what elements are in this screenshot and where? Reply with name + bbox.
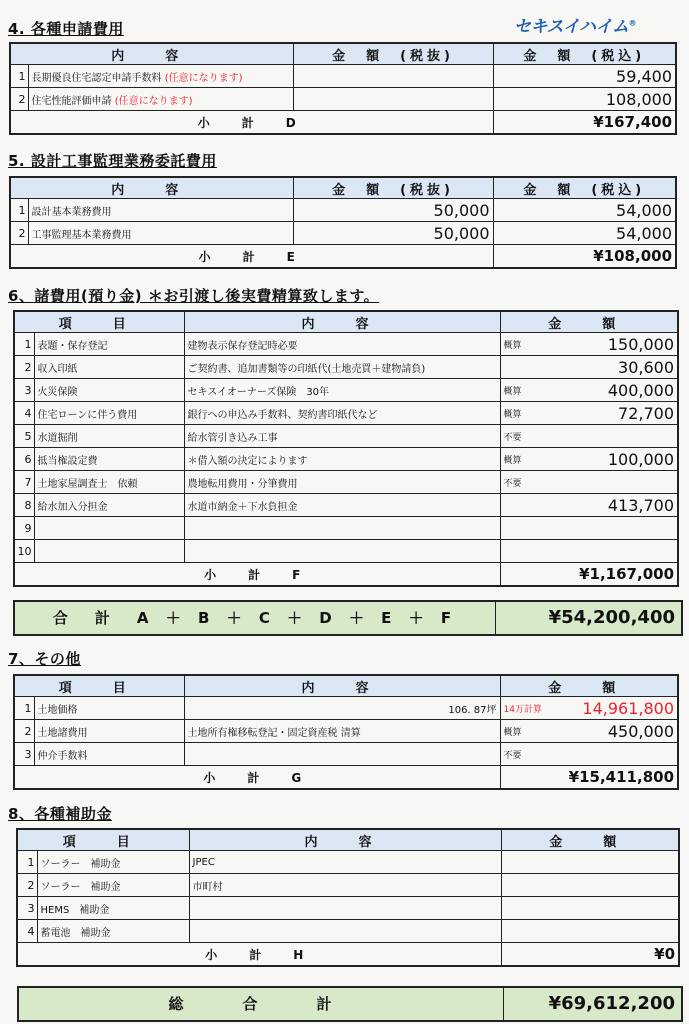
row-amount (500, 743, 678, 766)
grand-total (17, 986, 683, 1022)
row-content: セキスイオーナーズ保険 30年 (184, 379, 500, 402)
amount-wrap (504, 748, 675, 761)
table-row (17, 874, 679, 897)
table-header-row (14, 675, 678, 697)
table-row (14, 448, 678, 471)
subtotal-label: 小 計 D (10, 111, 493, 135)
row-amount (500, 379, 678, 402)
optional-note: (任意になります) (164, 72, 243, 84)
row-number: 1 (10, 199, 28, 222)
amount-value: 100,000 (607, 449, 675, 469)
header-item: 項 目 (14, 311, 184, 333)
table-row (14, 356, 678, 379)
row-amount-ex: 50,000 (293, 199, 493, 222)
header-amount-inc: 金 額 (税込) (493, 43, 676, 65)
row-number: 2 (10, 222, 28, 245)
total-a-to-f-value: ¥54,200,400 (548, 607, 675, 628)
table-header-row (10, 177, 676, 199)
brand-logo: セキスイハイム® (514, 17, 636, 37)
amount-wrap (504, 699, 675, 718)
amount-value: 72,700 (618, 403, 675, 423)
row-item: HEMS 補助金 (37, 897, 189, 920)
row-content: ご契約書、追加書類等の印紙代(土地売買＋建物請負) (184, 356, 500, 379)
row-name (28, 65, 293, 88)
header-amount: 金 額 (501, 829, 679, 851)
header-amount: 金 額 (500, 675, 678, 697)
table-row (14, 517, 678, 540)
table-row (14, 471, 678, 494)
total-a-to-f (13, 600, 683, 636)
row-number: 2 (14, 356, 34, 379)
row-amount (501, 851, 679, 874)
amount-wrap (504, 496, 675, 515)
section-5-table (9, 176, 677, 269)
amount-wrap (504, 450, 675, 469)
subtotal-value: ¥108,000 (493, 245, 676, 269)
header-content: 内 容 (189, 829, 501, 851)
amount-value: 30,600 (618, 357, 675, 377)
row-number: 2 (14, 720, 34, 743)
amount-value: 400,000 (607, 380, 675, 400)
row-number: 5 (14, 425, 34, 448)
table-header-row (14, 311, 678, 333)
table-row (10, 88, 676, 111)
row-item: 給水加入分担金 (34, 494, 184, 517)
row-number: 1 (14, 333, 34, 356)
row-content: 農地転用費用・分筆費用 (184, 471, 500, 494)
header-content: 内 容 (10, 43, 293, 65)
estimate-tag: 概算 (503, 727, 522, 738)
row-content (184, 517, 500, 540)
row-name-text: 住宅性能評価申請 (31, 95, 112, 107)
row-content: 106. 87坪 (184, 697, 500, 720)
row-content (184, 540, 500, 563)
table-row (17, 851, 679, 874)
row-number: 7 (14, 471, 34, 494)
amount-value: 413,700 (607, 495, 675, 515)
row-content: ＊借入額の決定によります (184, 448, 500, 471)
row-item (34, 517, 184, 540)
table-row (14, 540, 678, 563)
table-row (17, 920, 679, 943)
subtotal-row (17, 943, 679, 967)
row-number: 8 (14, 494, 34, 517)
subtotal-row (10, 111, 676, 135)
amount-wrap (504, 358, 675, 377)
optional-note: (任意になります) (114, 95, 193, 107)
section-6-title: 6、諸費用(預り金) ＊お引渡し後実費精算致します。 (8, 287, 380, 305)
header-content: 内 容 (184, 311, 500, 333)
row-amount (501, 897, 679, 920)
estimate-tag: 概算 (503, 340, 522, 351)
row-number: 2 (10, 88, 28, 111)
table-row (10, 199, 676, 222)
row-amount-inc: 54,000 (493, 222, 676, 245)
row-item: ソーラー 補助金 (37, 874, 189, 897)
row-name-text: 長期優良住宅認定申請手数料 (31, 72, 162, 84)
estimate-tag: 不要 (503, 750, 522, 761)
row-number: 3 (14, 379, 34, 402)
amount-wrap (504, 381, 675, 400)
subtotal-label: 小 計 G (14, 766, 500, 790)
subtotal-value: ¥167,400 (493, 111, 676, 135)
row-name (28, 88, 293, 111)
subtotal-value: ¥0 (501, 943, 679, 967)
row-number: 9 (14, 517, 34, 540)
amount-value: 14,961,800 (582, 698, 675, 718)
row-number: 3 (17, 897, 37, 920)
table-row (14, 743, 678, 766)
row-number: 4 (17, 920, 37, 943)
row-content: 水道市納金＋下水負担金 (184, 494, 500, 517)
row-content: 銀行への申込み手数料、契約書印紙代など (184, 402, 500, 425)
table-row (14, 494, 678, 517)
table-row (14, 697, 678, 720)
section-4-title: 4. 各種申請費用 (8, 20, 124, 38)
row-amount-ex: 50,000 (293, 222, 493, 245)
row-amount (500, 356, 678, 379)
row-item: 仲介手数料 (34, 743, 184, 766)
row-content (184, 743, 500, 766)
row-amount (500, 448, 678, 471)
header-amount-inc: 金 額 (税込) (493, 177, 676, 199)
row-amount (500, 402, 678, 425)
row-name: 工事監理基本業務費用 (28, 222, 293, 245)
table-row (10, 65, 676, 88)
table-header-row (17, 829, 679, 851)
row-amount (500, 517, 678, 540)
row-amount-ex (293, 65, 493, 88)
row-name: 設計基本業務費用 (28, 199, 293, 222)
row-item: 土地価格 (34, 697, 184, 720)
row-content: JPEC (189, 851, 501, 874)
header-content: 内 容 (184, 675, 500, 697)
row-number: 6 (14, 448, 34, 471)
row-amount (500, 425, 678, 448)
table-row (14, 425, 678, 448)
brand-logo-text: セキスイハイム (514, 17, 629, 37)
amount-wrap (504, 476, 675, 489)
section-7-title: 7、その他 (8, 650, 81, 668)
row-amount (500, 494, 678, 517)
table-row (17, 897, 679, 920)
header-item: 項 目 (17, 829, 189, 851)
subtotal-label: 小 計 H (17, 943, 501, 967)
subtotal-row (14, 766, 678, 790)
row-number: 10 (14, 540, 34, 563)
grand-total-label: 総 合 計 (19, 988, 504, 1020)
table-row (14, 379, 678, 402)
estimate-tag: 概算 (503, 386, 522, 397)
header-content: 内 容 (10, 177, 293, 199)
row-number: 3 (14, 743, 34, 766)
row-amount (501, 920, 679, 943)
subtotal-label: 小 計 E (10, 245, 493, 269)
total-a-to-f-label: 合 計 A ＋ B ＋ C ＋ D ＋ E ＋ F (15, 602, 496, 634)
section-5-title: 5. 設計工事監理業務委託費用 (8, 152, 217, 170)
row-item: 蓄電池 補助金 (37, 920, 189, 943)
section-6-table (13, 310, 679, 587)
section-4-table (9, 42, 677, 135)
row-item: ソーラー 補助金 (37, 851, 189, 874)
row-number: 1 (10, 65, 28, 88)
row-amount (500, 697, 678, 720)
row-item: 火災保険 (34, 379, 184, 402)
row-item: 収入印紙 (34, 356, 184, 379)
row-item: 表題・保存登記 (34, 333, 184, 356)
row-amount (500, 471, 678, 494)
amount-wrap (504, 430, 675, 443)
grand-total-value: ¥69,612,200 (548, 993, 675, 1014)
table-row (14, 402, 678, 425)
row-item: 水道掘削 (34, 425, 184, 448)
row-content: 土地所有権移転登記・固定資産税 清算 (184, 720, 500, 743)
row-amount-inc: 59,400 (493, 65, 676, 88)
amount-wrap (504, 722, 675, 741)
row-content: 給水管引き込み工事 (184, 425, 500, 448)
header-amount-ex: 金 額 (税抜) (293, 43, 493, 65)
header-amount: 金 額 (500, 311, 678, 333)
section-8-table (16, 828, 680, 967)
row-number: 2 (17, 874, 37, 897)
row-number: 1 (14, 697, 34, 720)
amount-value: 150,000 (607, 334, 675, 354)
row-item: 抵当権設定費 (34, 448, 184, 471)
row-amount-ex (293, 88, 493, 111)
estimate-tag: 不要 (503, 478, 522, 489)
row-amount (500, 333, 678, 356)
row-content: 建物表示保存登記時必要 (184, 333, 500, 356)
row-amount (500, 540, 678, 563)
row-item: 土地諸費用 (34, 720, 184, 743)
header-amount-ex: 金 額 (税抜) (293, 177, 493, 199)
row-number: 1 (17, 851, 37, 874)
row-amount-inc: 108,000 (493, 88, 676, 111)
estimate-tag: 概算 (503, 455, 522, 466)
row-content (189, 897, 501, 920)
subtotal-row (10, 245, 676, 269)
row-item: 住宅ローンに伴う費用 (34, 402, 184, 425)
row-amount (501, 874, 679, 897)
row-amount-inc: 54,000 (493, 199, 676, 222)
table-row (14, 720, 678, 743)
subtotal-value: ¥15,411,800 (500, 766, 678, 790)
row-item (34, 540, 184, 563)
row-amount (500, 720, 678, 743)
estimate-tag: 概算 (503, 409, 522, 420)
row-item: 土地家屋調査士 依頼 (34, 471, 184, 494)
subtotal-value: ¥1,167,000 (500, 563, 678, 587)
table-row (14, 333, 678, 356)
table-row (10, 222, 676, 245)
subtotal-label: 小 計 F (14, 563, 500, 587)
amount-value: 450,000 (607, 721, 675, 741)
estimate-tag: 14万計算 (503, 704, 542, 715)
subtotal-row (14, 563, 678, 587)
table-header-row (10, 43, 676, 65)
header-item: 項 目 (14, 675, 184, 697)
section-7-table (13, 674, 679, 790)
section-8-title: 8、各種補助金 (8, 805, 112, 823)
row-number: 4 (14, 402, 34, 425)
amount-wrap (504, 404, 675, 423)
row-content: 市町村 (189, 874, 501, 897)
estimate-tag: 不要 (503, 432, 522, 443)
amount-wrap (504, 335, 675, 354)
row-content (189, 920, 501, 943)
